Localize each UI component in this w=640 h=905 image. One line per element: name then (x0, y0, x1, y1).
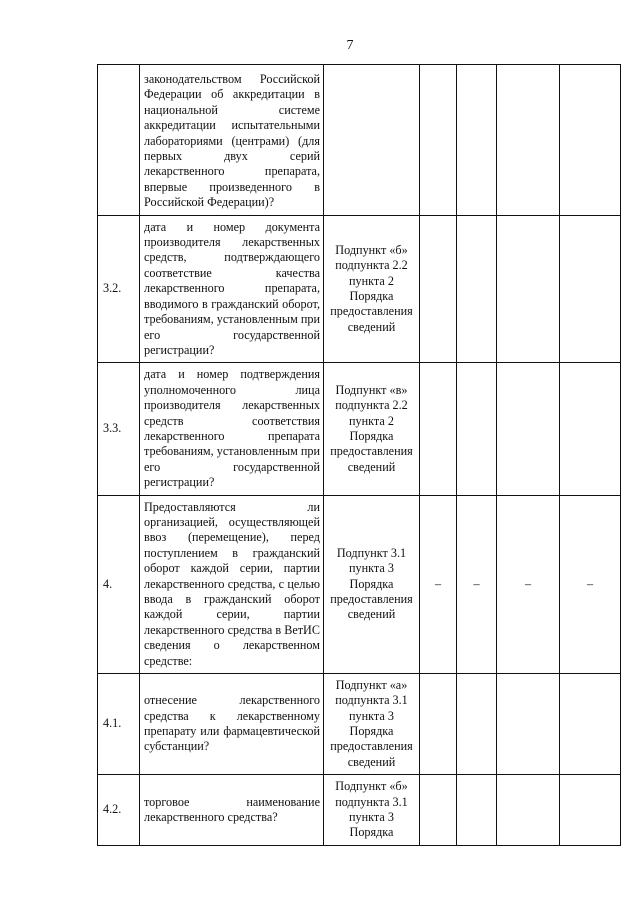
answer-no-cell (457, 65, 497, 216)
answer-no-cell (457, 215, 497, 363)
question-cell: дата и номер подтверждения уполномоченного лица производителя лекарственных средств соответствия лекарственного препарата требованиям, установленным при его государственной регистрации? (140, 363, 324, 495)
answer-yes-cell (420, 215, 457, 363)
answer-yes-cell: – (420, 495, 457, 673)
answer-yes-cell (420, 363, 457, 495)
row-number: 4.2. (98, 775, 140, 846)
answer-note-cell (560, 363, 621, 495)
table-row (98, 65, 621, 216)
answer-no-cell: – (457, 495, 497, 673)
row-number (98, 65, 140, 216)
answer-na-cell: – (497, 495, 560, 673)
answer-na-cell (497, 363, 560, 495)
question-cell: дата и номер документа производителя лекарственных средств, подтверждающего соответствие качества лекарственного препарата, вводимого в гражданский оборот, требованиям, установленным при его государственной регистрации? (140, 215, 324, 363)
answer-note-cell (560, 65, 621, 216)
row-number: 3.2. (98, 215, 140, 363)
basis-cell: Подпункт «в» подпункта 2.2 пункта 2 Порядка предоставления сведений (324, 363, 420, 495)
question-cell: отнесение лекарственного средства к лекарственному препарату или фармацевтической субстанции? (140, 674, 324, 775)
basis-cell: Подпункт «б» подпункта 3.1 пункта 3 Порядка (324, 775, 420, 846)
row-number: 4.1. (98, 674, 140, 775)
page-number: 7 (346, 38, 354, 53)
answer-no-cell (457, 775, 497, 846)
table-row (98, 363, 621, 495)
answer-na-cell (497, 775, 560, 846)
answer-na-cell (497, 215, 560, 363)
row-number: 3.3. (98, 363, 140, 495)
answer-note-cell (560, 215, 621, 363)
answer-note-cell (560, 775, 621, 846)
table-row (98, 674, 621, 775)
answer-note-cell: – (560, 495, 621, 673)
table-row (98, 775, 621, 846)
row-number: 4. (98, 495, 140, 673)
table-row (98, 495, 621, 673)
basis-cell: Подпункт 3.1 пункта 3 Порядка предоставления сведений (324, 495, 420, 673)
answer-no-cell (457, 674, 497, 775)
question-cell: законодательством Российской Федерации об аккредитации в национальной системе аккредитации испытательными лабораториями (центрами) (для первых двух серий лекарственного препарата, впервые произведенного в Российской Федерации)? (140, 65, 324, 216)
answer-na-cell (497, 65, 560, 216)
checklist-table (97, 64, 621, 846)
answer-yes-cell (420, 65, 457, 216)
basis-cell: Подпункт «а» подпункта 3.1 пункта 3 Порядка предоставления сведений (324, 674, 420, 775)
answer-no-cell (457, 363, 497, 495)
answer-yes-cell (420, 674, 457, 775)
answer-na-cell (497, 674, 560, 775)
basis-cell (324, 65, 420, 216)
answer-yes-cell (420, 775, 457, 846)
basis-cell: Подпункт «б» подпункта 2.2 пункта 2 Порядка предоставления сведений (324, 215, 420, 363)
question-cell: торговое наименование лекарственного средства? (140, 775, 324, 846)
question-cell: Предоставляются ли организацией, осуществляющей ввоз (перемещение), перед поступлением в гражданский оборот каждой серии, партии лекарственного средства, с целью ввода в гражданский оборот каждой серии, партии лекарственного средства в ВетИС сведения о лекарственном средстве: (140, 495, 324, 673)
answer-note-cell (560, 674, 621, 775)
table-row (98, 215, 621, 363)
